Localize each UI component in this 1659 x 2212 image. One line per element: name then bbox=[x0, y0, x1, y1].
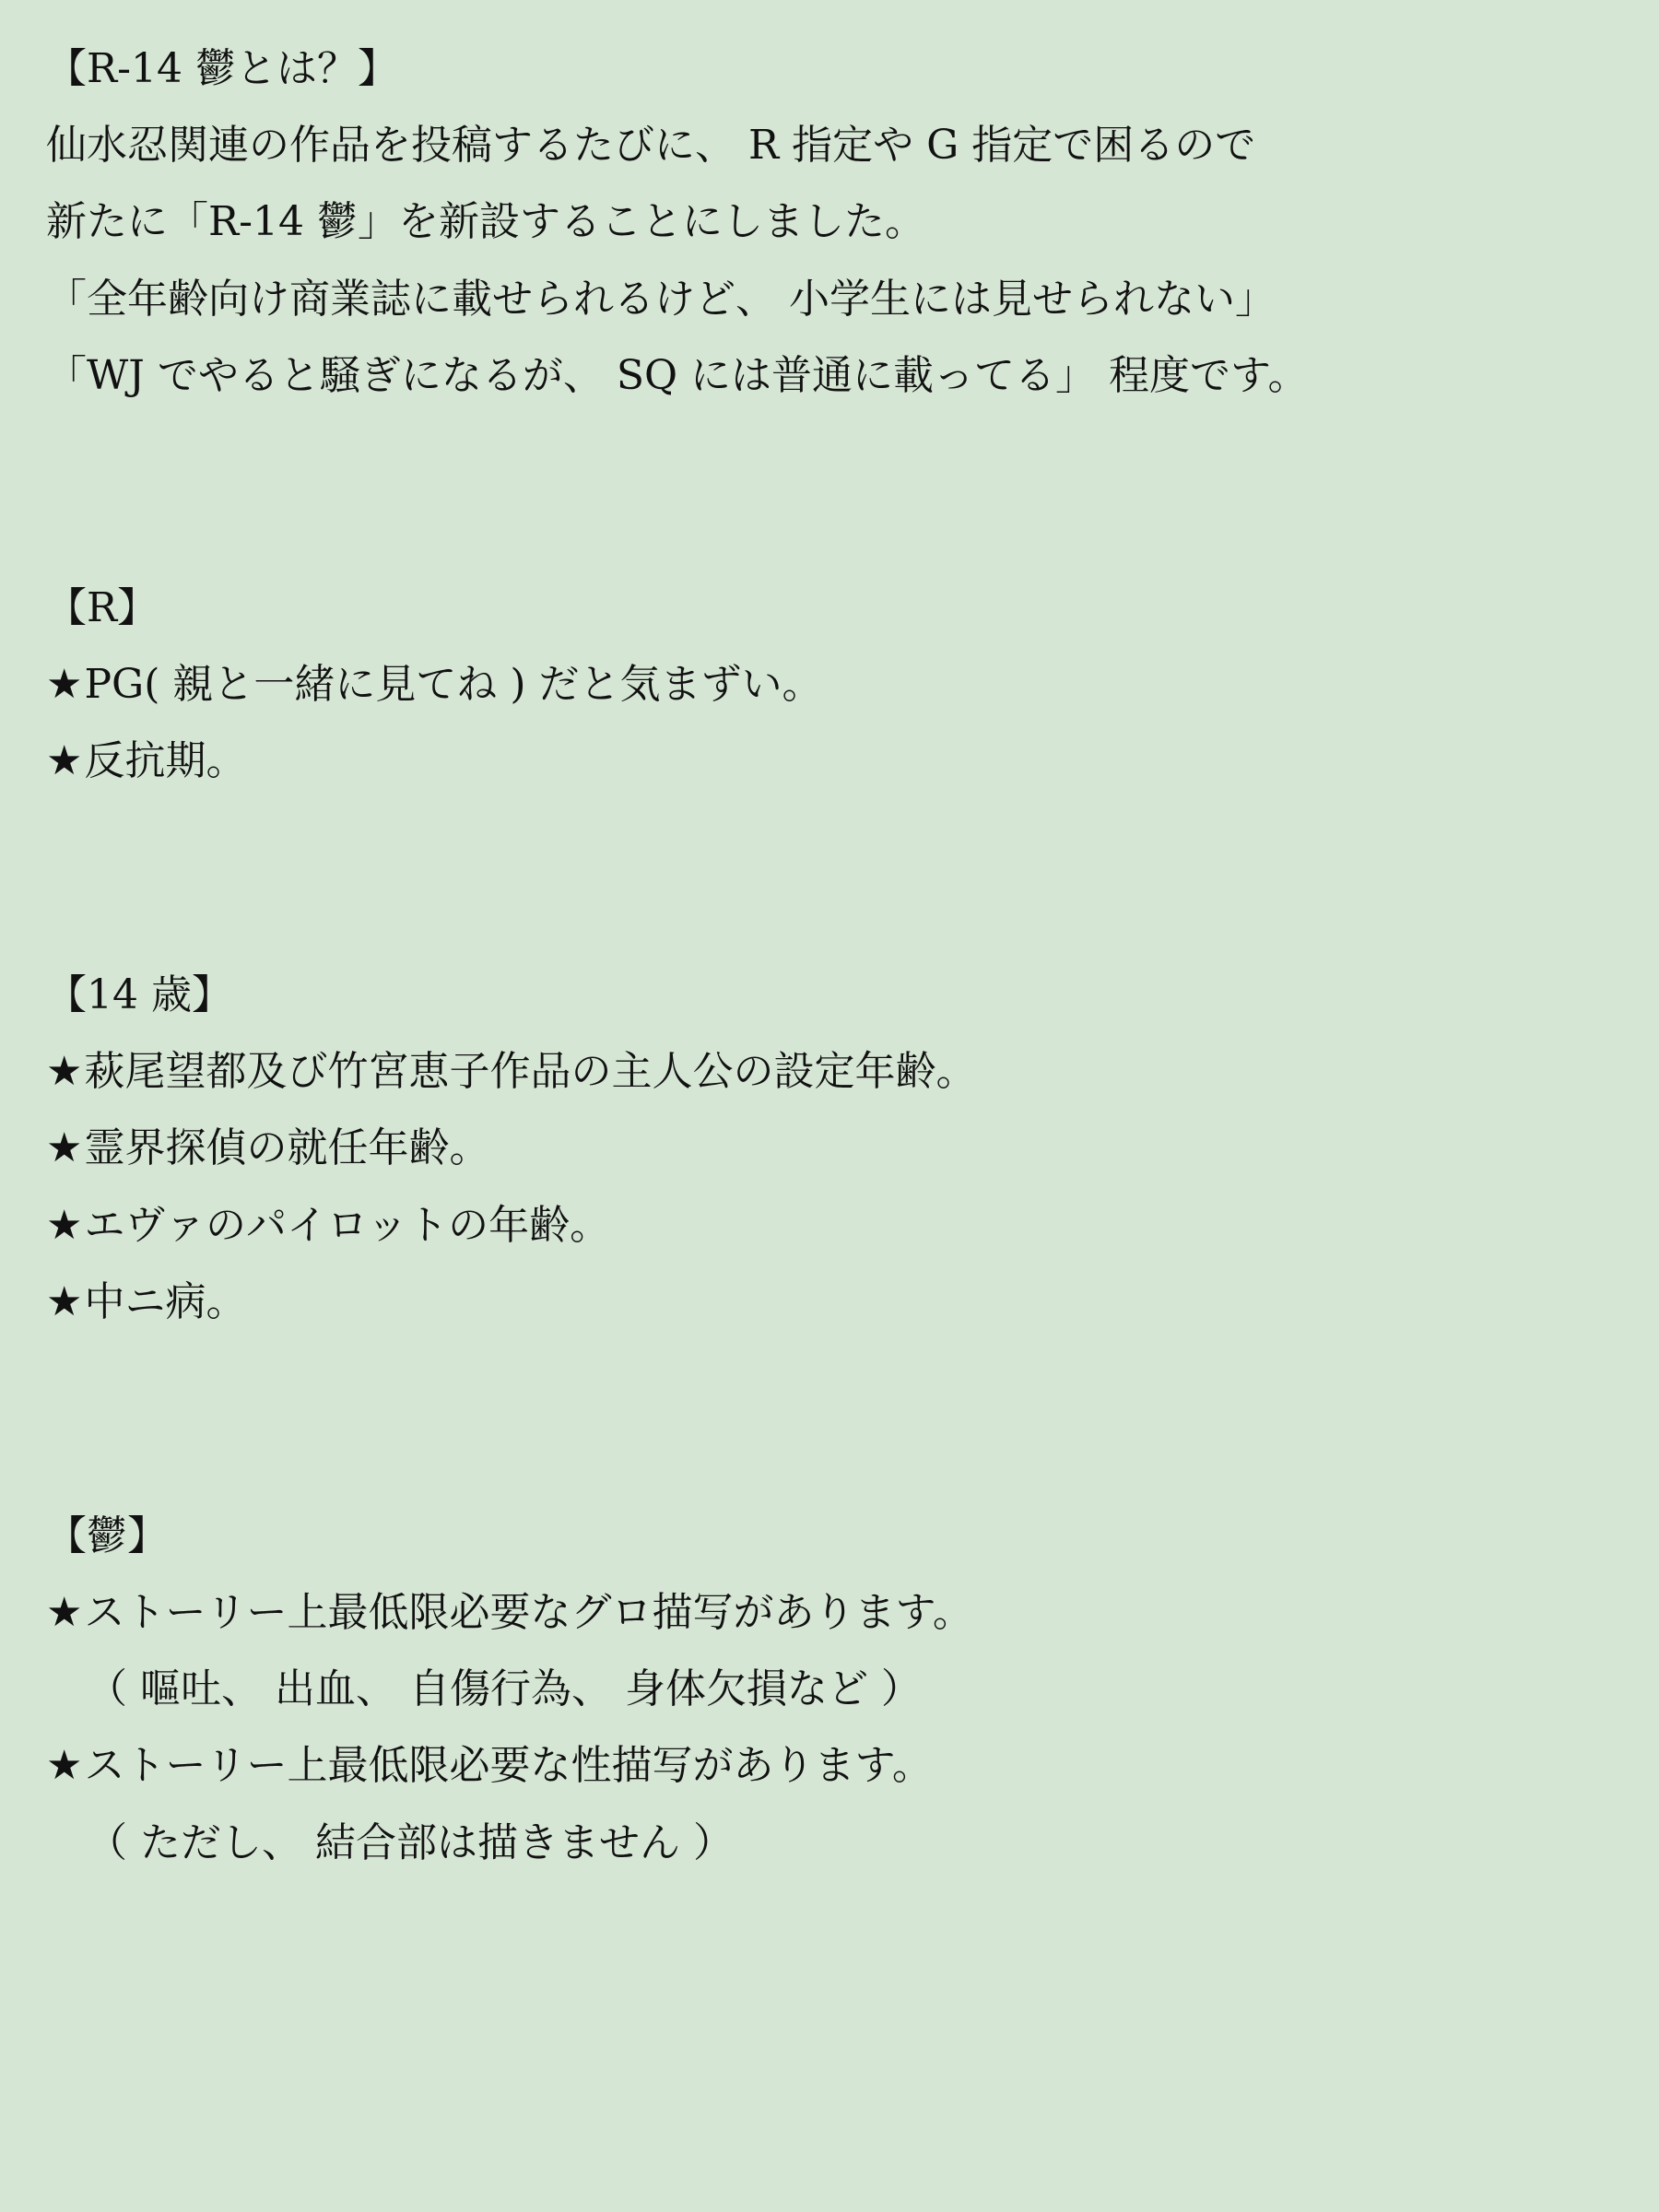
section-r-item-1 bbox=[46, 657, 823, 712]
star-icon: ★ bbox=[46, 1589, 83, 1636]
section-utsu-item-2 bbox=[46, 1738, 933, 1794]
section-utsu-item-1 bbox=[46, 1585, 973, 1641]
section-14-heading: 【14 歳】 bbox=[46, 971, 232, 1018]
intro-heading: 【R-14 鬱とは？】 bbox=[46, 45, 398, 92]
section-r-heading: 【R】 bbox=[46, 584, 159, 631]
section-utsu-item-1-text: ストーリー上最低限必要なグロ描写があります。 bbox=[84, 1589, 973, 1636]
section-r-item-1-text: PG( 親と一緒に見てね ) だと気まずい。 bbox=[84, 661, 823, 708]
section-14-item-1-text: 萩尾望都及び竹宮恵子作品の主人公の設定年齢。 bbox=[84, 1048, 977, 1095]
star-icon: ★ bbox=[46, 661, 83, 708]
star-icon: ★ bbox=[46, 1202, 83, 1249]
section-utsu-item-1-note: （ 嘔吐、 出血、 自傷行為、 身体欠損など ） bbox=[87, 1665, 922, 1712]
section-14-item-4-text: 中ニ病。 bbox=[84, 1278, 247, 1325]
intro-line-1: 仙水忍関連の作品を投稿するたびに、 R 指定や G 指定で困るので bbox=[46, 122, 1256, 169]
intro-line-2: 新たに「R-14 鬱」を新設することにしました。 bbox=[46, 198, 925, 245]
section-14-item-2-text: 霊界探偵の就任年齢。 bbox=[84, 1124, 490, 1171]
section-14-item-2 bbox=[46, 1121, 489, 1176]
section-14-item-3-text: エヴァのパイロットの年齢。 bbox=[84, 1202, 611, 1249]
section-r-item-2 bbox=[46, 734, 246, 789]
section-14-item-3 bbox=[46, 1198, 610, 1253]
star-icon: ★ bbox=[46, 1278, 83, 1325]
star-icon: ★ bbox=[46, 737, 83, 784]
intro-line-3: 「全年齢向け商業誌に載せられるけど、 小学生には見せられない」 bbox=[46, 276, 1276, 323]
star-icon: ★ bbox=[46, 1742, 83, 1789]
section-r-item-2-text: 反抗期。 bbox=[84, 737, 247, 784]
section-utsu-item-2-note: （ ただし、 結合部は描きません ） bbox=[87, 1819, 734, 1866]
star-icon: ★ bbox=[46, 1124, 83, 1171]
section-utsu-heading: 【鬱】 bbox=[46, 1512, 168, 1559]
star-icon: ★ bbox=[46, 1048, 83, 1095]
intro-line-4: 「WJ でやると騒ぎになるが、 SQ には普通に載ってる」 程度です。 bbox=[46, 352, 1309, 399]
section-14-item-1 bbox=[46, 1044, 976, 1100]
section-utsu-item-2-text: ストーリー上最低限必要な性描写があります。 bbox=[84, 1742, 933, 1789]
section-14-item-4 bbox=[46, 1275, 246, 1330]
